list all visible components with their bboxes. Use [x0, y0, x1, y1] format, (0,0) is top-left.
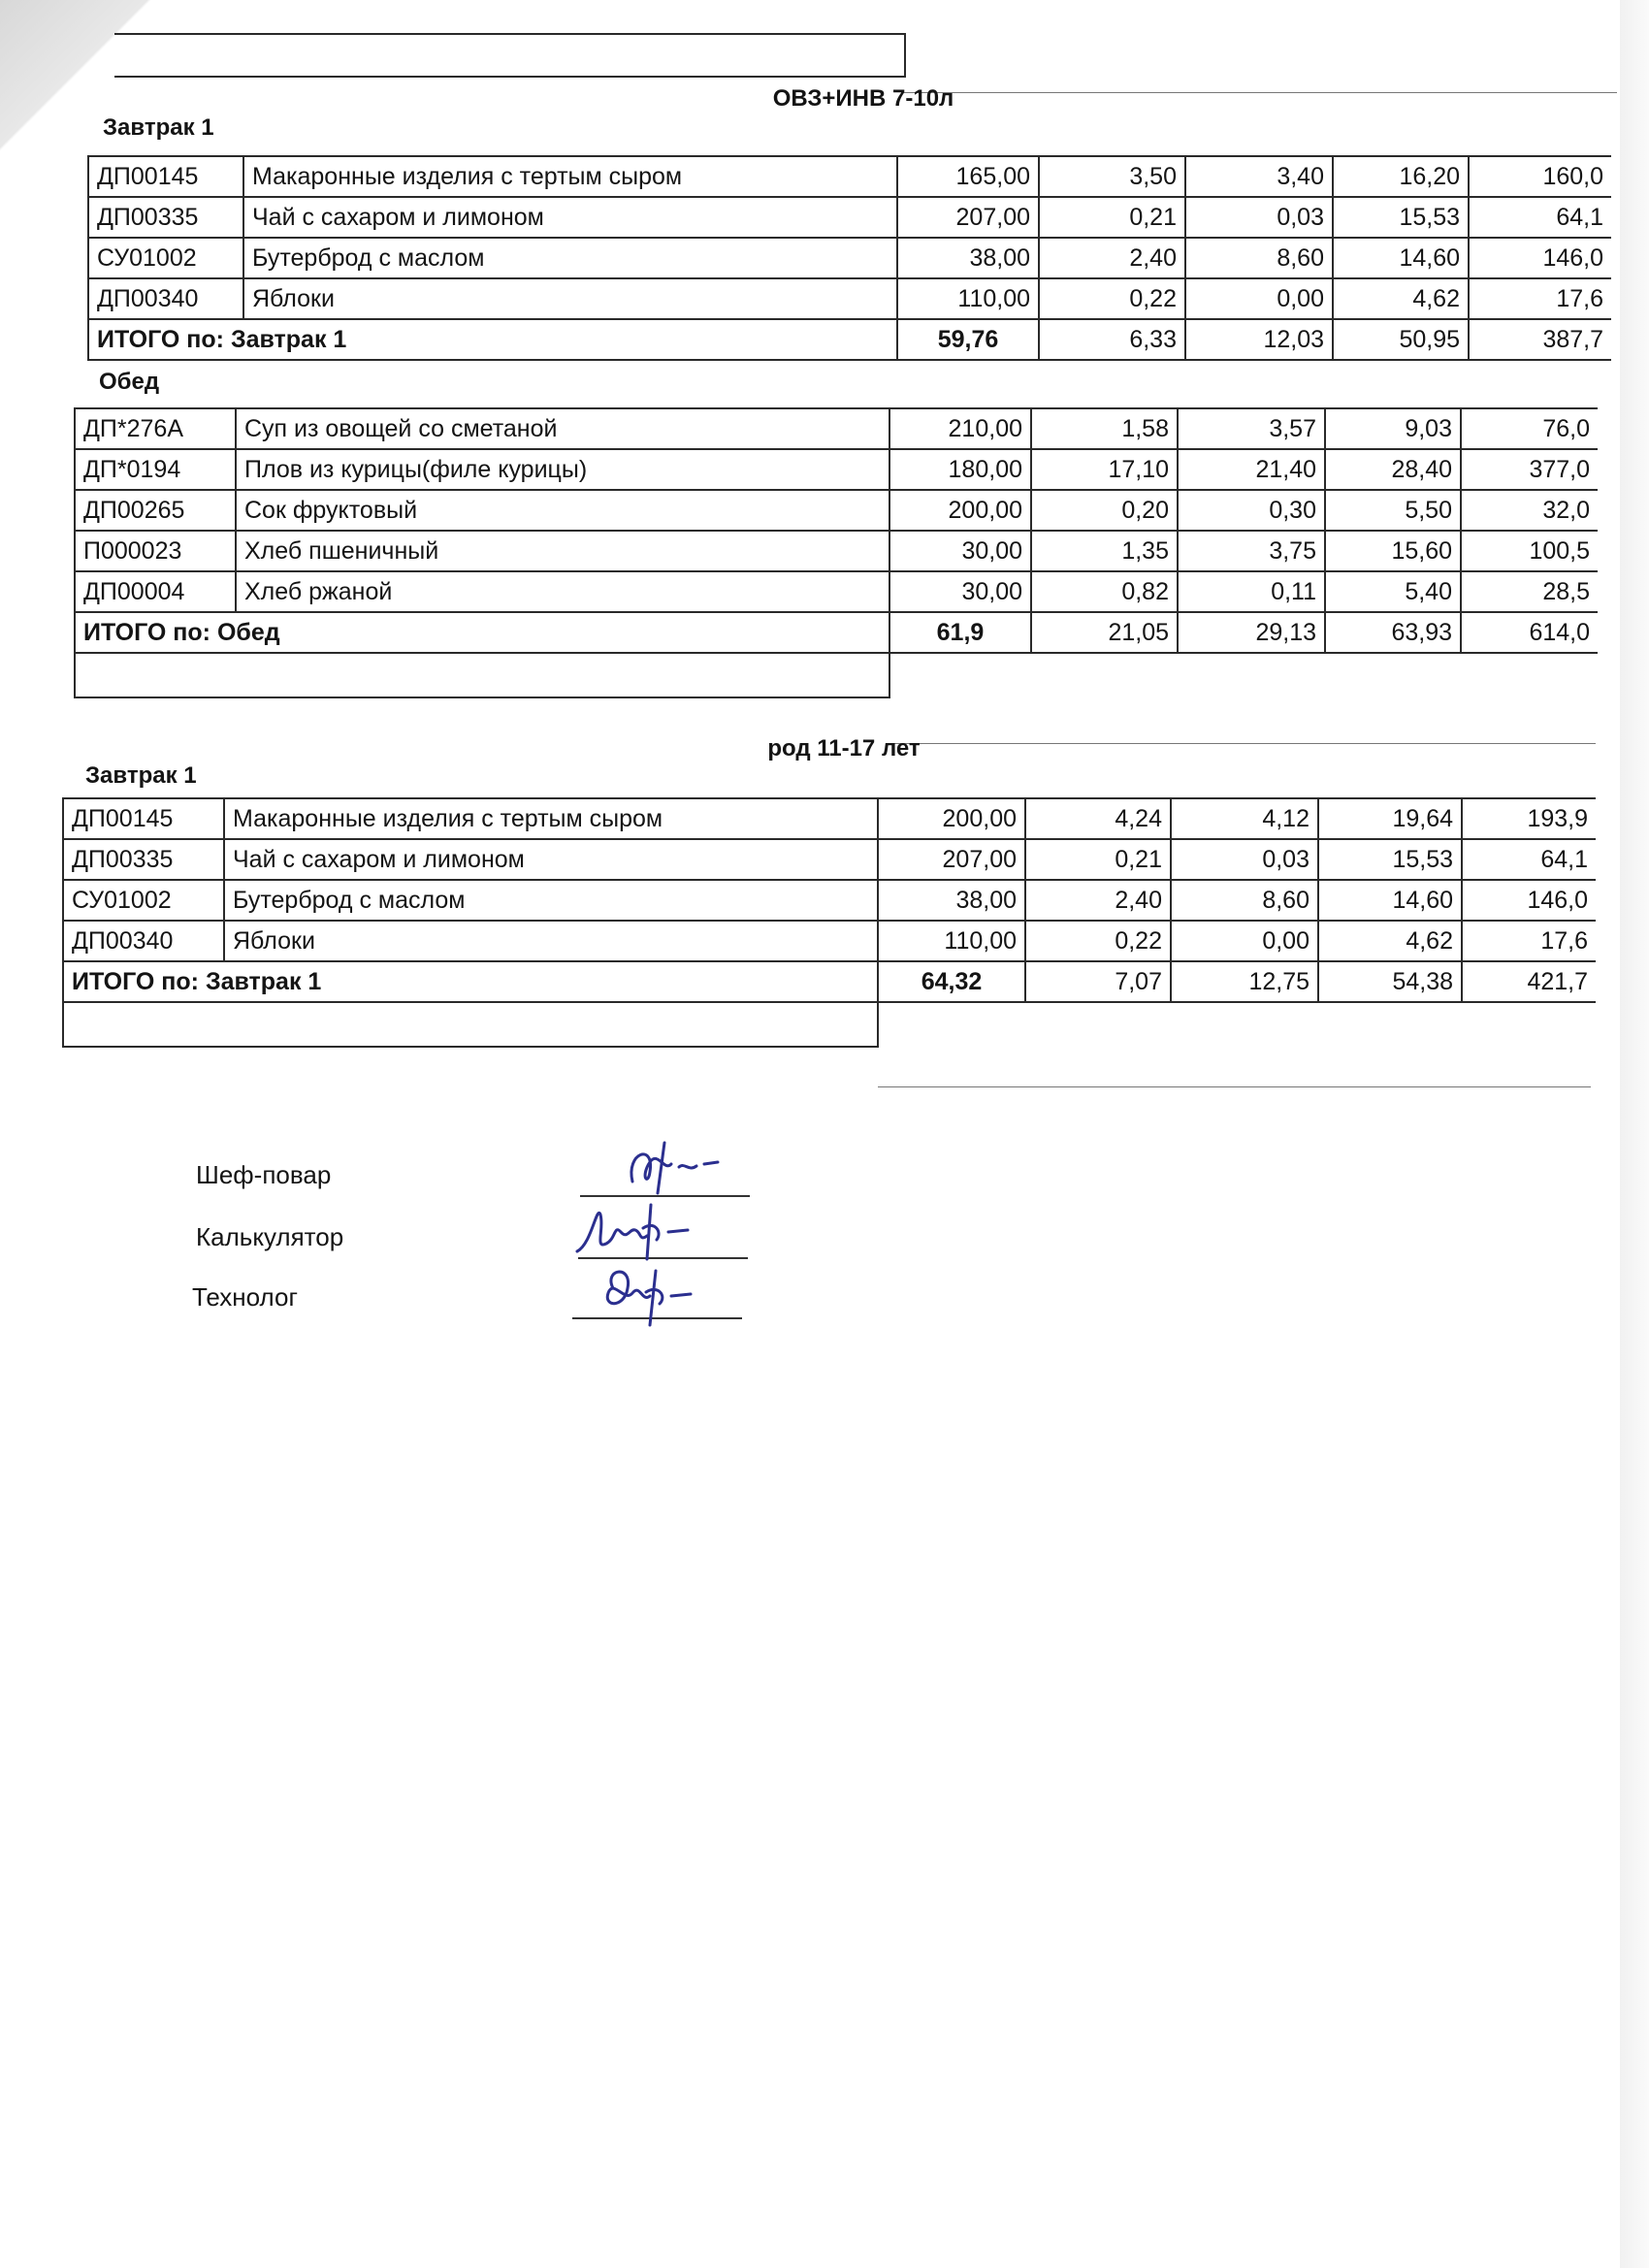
dish-name: Плов из курицы(филе курицы)	[236, 449, 889, 490]
total-value: 12,75	[1171, 961, 1318, 1002]
dish-value: 15,53	[1333, 197, 1469, 238]
total-row	[63, 961, 1596, 1002]
dish-value: 14,60	[1318, 880, 1462, 921]
dish-value: 4,62	[1333, 278, 1469, 319]
section-title-1: ОВЗ+ИНВ 7-10л	[772, 85, 954, 112]
dish-value: 32,0	[1461, 490, 1598, 531]
dish-value: 28,5	[1461, 571, 1598, 612]
dish-value: 17,10	[1031, 449, 1178, 490]
signature-label-technologist: Технолог	[192, 1282, 298, 1312]
dish-value: 0,20	[1031, 490, 1178, 531]
signature-label-calculator: Калькулятор	[196, 1222, 344, 1251]
section-divider-bottom	[878, 1086, 1591, 1087]
dish-value: 3,40	[1185, 156, 1333, 197]
dish-value: 3,50	[1039, 156, 1185, 197]
dish-value: 0,21	[1039, 197, 1185, 238]
dish-value: 76,0	[1461, 408, 1598, 449]
dish-name: Макаронные изделия с тертым сыром	[224, 798, 878, 839]
dish-value: 4,62	[1318, 921, 1462, 961]
total-value: 421,7	[1462, 961, 1596, 1002]
dish-name: Чай с сахаром и лимоном	[243, 197, 897, 238]
dish-value: 3,57	[1178, 408, 1325, 449]
total-value: 614,0	[1461, 612, 1598, 653]
dish-code: ДП00335	[63, 839, 224, 880]
dish-value: 110,00	[897, 278, 1039, 319]
dish-value: 30,00	[889, 571, 1031, 612]
dish-value: 1,35	[1031, 531, 1178, 571]
total-value: 21,05	[1031, 612, 1178, 653]
dish-value: 15,60	[1325, 531, 1461, 571]
table-row	[75, 531, 1598, 571]
dish-value: 160,0	[1469, 156, 1611, 197]
total-value: 7,07	[1025, 961, 1171, 1002]
dish-value: 200,00	[889, 490, 1031, 531]
table-row	[63, 921, 1596, 961]
dish-value: 0,22	[1039, 278, 1185, 319]
group-label-breakfast-1: Завтрак 1	[103, 114, 214, 141]
dish-value: 30,00	[889, 531, 1031, 571]
total-value: 387,7	[1469, 319, 1611, 360]
empty-row	[63, 1002, 1596, 1047]
dish-value: 9,03	[1325, 408, 1461, 449]
dish-value: 8,60	[1171, 880, 1318, 921]
table-row	[75, 571, 1598, 612]
total-value: 29,13	[1178, 612, 1325, 653]
dish-name: Макаронные изделия с тертым сыром	[243, 156, 897, 197]
table-row	[63, 839, 1596, 880]
dish-name: Суп из овощей со сметаной	[236, 408, 889, 449]
dish-code: ДП00145	[63, 798, 224, 839]
empty-row	[75, 653, 1598, 697]
dish-name: Яблоки	[224, 921, 878, 961]
dish-value: 5,40	[1325, 571, 1461, 612]
dish-name: Бутерброд с маслом	[243, 238, 897, 278]
dish-value: 165,00	[897, 156, 1039, 197]
total-value: 6,33	[1039, 319, 1185, 360]
dish-code: ДП00335	[88, 197, 243, 238]
table-row	[75, 490, 1598, 531]
table-lunch-7-10	[74, 407, 1598, 698]
dish-name: Яблоки	[243, 278, 897, 319]
dish-value: 8,60	[1185, 238, 1333, 278]
dish-value: 0,00	[1171, 921, 1318, 961]
table-row	[88, 278, 1611, 319]
header-rule-bottom	[114, 76, 905, 78]
dish-value: 38,00	[897, 238, 1039, 278]
dish-value: 377,0	[1461, 449, 1598, 490]
dish-value: 4,24	[1025, 798, 1171, 839]
dish-value: 2,40	[1025, 880, 1171, 921]
dish-value: 28,40	[1325, 449, 1461, 490]
dish-value: 4,12	[1171, 798, 1318, 839]
dish-value: 17,6	[1469, 278, 1611, 319]
dish-name: Хлеб пшеничный	[236, 531, 889, 571]
dish-value: 21,40	[1178, 449, 1325, 490]
dish-code: ДП*276А	[75, 408, 236, 449]
dish-value: 207,00	[897, 197, 1039, 238]
dish-value: 0,11	[1178, 571, 1325, 612]
signature-label-chef: Шеф-повар	[196, 1160, 332, 1189]
dish-value: 193,9	[1462, 798, 1596, 839]
dish-name: Чай с сахаром и лимоном	[224, 839, 878, 880]
dish-code: СУ01002	[88, 238, 243, 278]
dish-value: 0,22	[1025, 921, 1171, 961]
dish-value: 15,53	[1318, 839, 1462, 880]
dish-value: 146,0	[1469, 238, 1611, 278]
dish-value: 2,40	[1039, 238, 1185, 278]
dish-value: 210,00	[889, 408, 1031, 449]
dish-code: ДП00340	[63, 921, 224, 961]
total-label: ИТОГО по: Завтрак 1	[63, 961, 878, 1002]
dish-value: 0,21	[1025, 839, 1171, 880]
dish-value: 180,00	[889, 449, 1031, 490]
dish-name: Хлеб ржаной	[236, 571, 889, 612]
dish-value: 0,03	[1185, 197, 1333, 238]
page-edge	[1620, 0, 1649, 2268]
dish-value: 64,1	[1469, 197, 1611, 238]
table-row	[88, 197, 1611, 238]
dish-code: ДП00145	[88, 156, 243, 197]
dish-code: ДП00265	[75, 490, 236, 531]
dish-value: 0,03	[1171, 839, 1318, 880]
dish-value: 100,5	[1461, 531, 1598, 571]
dish-value: 146,0	[1462, 880, 1596, 921]
table-row	[88, 238, 1611, 278]
dish-code: СУ01002	[63, 880, 224, 921]
table-row	[75, 408, 1598, 449]
group-label-lunch: Обед	[99, 369, 160, 395]
signature-mark-technologist	[594, 1249, 710, 1327]
table-row	[63, 798, 1596, 839]
total-row	[88, 319, 1611, 360]
dish-value: 17,6	[1462, 921, 1596, 961]
group-label-breakfast-1-11-17: Завтрак 1	[85, 762, 197, 789]
dish-value: 38,00	[878, 880, 1025, 921]
dish-value: 0,82	[1031, 571, 1178, 612]
total-price: 61,9	[889, 612, 1031, 653]
header-rule-top	[114, 33, 905, 35]
dish-value: 0,00	[1185, 278, 1333, 319]
total-value: 50,95	[1333, 319, 1469, 360]
dish-code: ДП00340	[88, 278, 243, 319]
dish-code: ДП00004	[75, 571, 236, 612]
dish-value: 1,58	[1031, 408, 1178, 449]
table-row	[88, 156, 1611, 197]
total-value: 63,93	[1325, 612, 1461, 653]
dish-name: Бутерброд с маслом	[224, 880, 878, 921]
dish-value: 110,00	[878, 921, 1025, 961]
total-price: 59,76	[897, 319, 1039, 360]
total-value: 54,38	[1318, 961, 1462, 1002]
total-value: 12,03	[1185, 319, 1333, 360]
dish-value: 200,00	[878, 798, 1025, 839]
dish-value: 16,20	[1333, 156, 1469, 197]
total-price: 64,32	[878, 961, 1025, 1002]
section-title-2: род 11-17 лет	[767, 735, 921, 761]
dish-value: 0,30	[1178, 490, 1325, 531]
dish-value: 19,64	[1318, 798, 1462, 839]
dish-name: Сок фруктовый	[236, 490, 889, 531]
dish-code: ДП*0194	[75, 449, 236, 490]
total-label: ИТОГО по: Обед	[75, 612, 889, 653]
total-label: ИТОГО по: Завтрак 1	[88, 319, 897, 360]
table-breakfast-1-11-17	[62, 797, 1596, 1048]
table-row	[63, 880, 1596, 921]
table-breakfast-1-7-10	[87, 155, 1611, 361]
total-row	[75, 612, 1598, 653]
dish-code: П000023	[75, 531, 236, 571]
table-row	[75, 449, 1598, 490]
dish-value: 14,60	[1333, 238, 1469, 278]
dish-value: 207,00	[878, 839, 1025, 880]
dish-value: 64,1	[1462, 839, 1596, 880]
dish-value: 5,50	[1325, 490, 1461, 531]
header-divider	[904, 33, 906, 78]
dish-value: 3,75	[1178, 531, 1325, 571]
